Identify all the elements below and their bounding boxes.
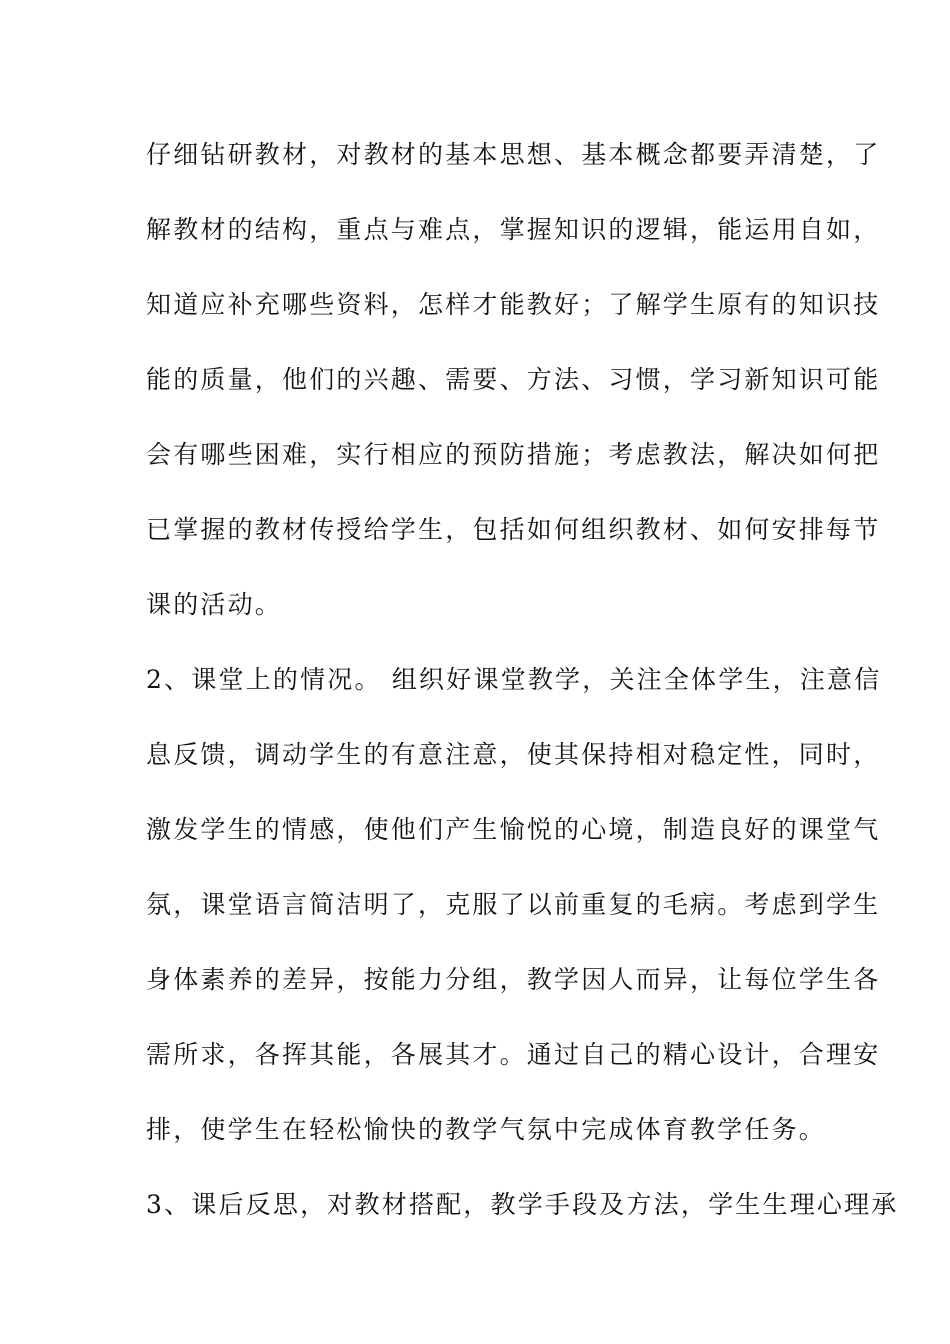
text-line: 需所求，各挥其能，各展其才。通过自己的精心设计，合理安 bbox=[146, 1040, 881, 1069]
text-line: 息反馈，调动学生的有意注意，使其保持相对稳定性，同时， bbox=[146, 740, 881, 769]
text-line: 知道应补充哪些资料，怎样才能教好；了解学生原有的知识技 bbox=[146, 290, 881, 319]
text-line: 课的活动。 bbox=[146, 590, 283, 619]
text-line: 激发学生的情感，使他们产生愉悦的心境，制造良好的课堂气 bbox=[146, 815, 881, 844]
document-body bbox=[146, 130, 899, 1255]
text-line: 仔细钻研教材，对教材的基本思想、基本概念都要弄清楚，了 bbox=[146, 140, 881, 169]
text-line: 能的质量，他们的兴趣、需要、方法、习惯，学习新知识可能 bbox=[146, 365, 881, 394]
text-line: 排，使学生在轻松愉快的教学气氛中完成体育教学任务。 bbox=[146, 1115, 827, 1144]
text-line: 身体素养的差异，按能力分组，教学因人而异，让每位学生各 bbox=[146, 965, 881, 994]
text-line: 3、课后反思，对教材搭配，教学手段及方法，学生生理心理承 bbox=[146, 1190, 899, 1219]
text-line: 氛，课堂语言简洁明了，克服了以前重复的毛病。考虑到学生 bbox=[146, 890, 881, 919]
text-line: 2、课堂上的情况。 组织好课堂教学，关注全体学生，注意信 bbox=[146, 665, 882, 694]
text-line: 已掌握的教材传授给学生，包括如何组织教材、如何安排每节 bbox=[146, 515, 881, 544]
text-line: 会有哪些困难，实行相应的预防措施；考虑教法，解决如何把 bbox=[146, 440, 881, 469]
text-line: 解教材的结构，重点与难点，掌握知识的逻辑，能运用自如， bbox=[146, 215, 881, 244]
